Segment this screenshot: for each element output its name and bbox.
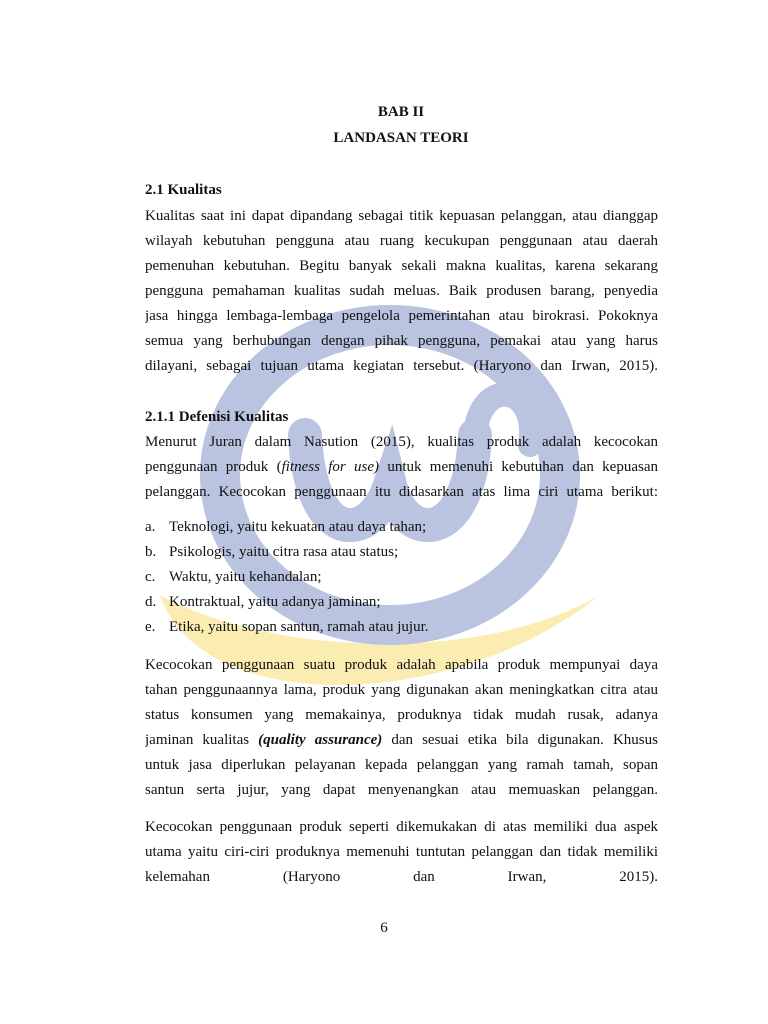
paragraph-kualitas: [145, 204, 658, 379]
italic-term: (quality assurance): [258, 732, 383, 748]
list-text: Etika, yaitu sopan santun, ramah atau jujur.: [169, 619, 429, 635]
text-line: Kualitas saat ini dapat dipandang sebagai titik kepuasan pelanggan, atau dianggap: [145, 208, 658, 224]
list-item: [145, 540, 658, 565]
text-line: status konsumen yang memakainya, produknya tidak mudah rusak, adanya: [145, 707, 658, 723]
list-marker: e.: [145, 619, 156, 635]
text-line: semua yang berhubungan dengan pihak pengguna, pemakai atau yang harus: [145, 333, 658, 349]
section-heading-2-1-1: 2.1.1 Defenisi Kualitas: [145, 409, 289, 425]
text-line: dilayani, sebagai tujuan utama kegiatan tersebut. (Haryono dan Irwan, 2015).: [145, 358, 658, 374]
text-fragment: jaminan kualitas: [145, 732, 259, 748]
list-text: Waktu, yaitu kehandalan;: [169, 569, 322, 585]
list-item: [145, 515, 658, 540]
chapter-title: LANDASAN TEORI: [333, 130, 469, 146]
list-text: Teknologi, yaitu kekuatan atau daya tahan;: [169, 519, 427, 535]
text-line: utama yaitu ciri-ciri produknya memenuhi tuntutan pelanggan dan tidak memiliki: [145, 844, 658, 860]
paragraph-defenisi: [145, 430, 658, 505]
text-line: pemenuhan kebutuhan. Begitu banyak sekali makna kualitas, karena sekarang: [145, 258, 658, 274]
list-marker: a.: [145, 519, 156, 535]
text-line: pelanggan. Kecocokan penggunaan itu didasarkan atas lima ciri utama berikut:: [145, 484, 658, 500]
list-item: [145, 590, 658, 615]
text-line: santun serta jujur, yang dapat menyenangkan atau memuaskan pelanggan.: [145, 782, 658, 798]
text-line: jasa hingga lembaga-lembaga pengelola pemerintahan atau birokrasi. Pokoknya: [145, 308, 658, 324]
text-line: Kecocokan penggunaan produk seperti dikemukakan di atas memiliki dua aspek: [145, 819, 658, 835]
list-item: [145, 565, 658, 590]
text-line: [145, 728, 658, 753]
text-line: tahan penggunaannya lama, produk yang digunakan akan meningkatkan citra atau: [145, 682, 658, 698]
text-fragment: penggunaan produk (: [145, 459, 282, 475]
criteria-list: [145, 515, 658, 640]
list-marker: b.: [145, 544, 157, 560]
text-line: untuk jasa diperlukan pelayanan kepada pelanggan yang ramah tamah, sopan: [145, 757, 658, 773]
list-item: [145, 615, 658, 640]
paragraph-kecocokan: [145, 653, 658, 803]
list-text: Psikologis, yaitu citra rasa atau status;: [169, 544, 399, 560]
text-fragment: untuk memenuhi kebutuhan dan kepuasan: [379, 459, 658, 475]
list-marker: d.: [145, 594, 157, 610]
text-fragment: dan sesuai etika bila digunakan. Khusus: [382, 732, 658, 748]
section-heading-2-1: 2.1 Kualitas: [145, 182, 222, 198]
text-line: pengguna pemahaman kualitas sudah meluas. Baik produsen barang, penyedia: [145, 283, 658, 299]
list-text: Kontraktual, yaitu adanya jaminan;: [169, 594, 381, 610]
text-line: [145, 455, 658, 480]
chapter-number: BAB II: [377, 104, 425, 120]
page-number: 6: [380, 920, 388, 936]
text-line: kelemahan (Haryono dan Irwan, 2015).: [145, 869, 658, 885]
text-line: Menurut Juran dalam Nasution (2015), kualitas produk adalah kecocokan: [145, 434, 658, 450]
italic-term: fitness for use): [281, 459, 380, 475]
list-marker: c.: [145, 569, 156, 585]
text-line: Kecocokan penggunaan suatu produk adalah apabila produk mempunyai daya: [145, 657, 658, 673]
paragraph-aspek: [145, 815, 658, 890]
text-line: wilayah kebutuhan pengguna atau ruang kecukupan penggunaan atau daerah: [145, 233, 658, 249]
